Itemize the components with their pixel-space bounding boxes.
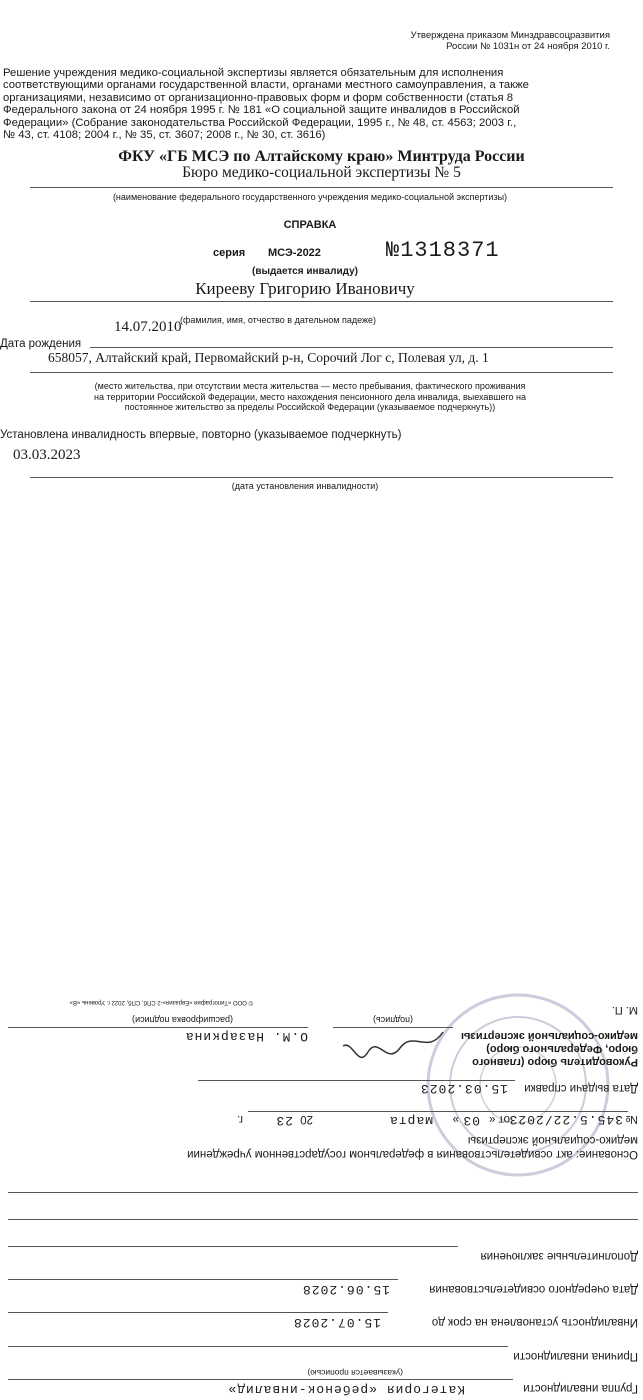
institution-caption: (наименование федерального государственного учреждения медико-социальной экспертизы)	[112, 192, 508, 202]
printer-note: © ООО «Типография «Евразия»-2 СПб, СПб, 2022 г. Уровень «В»	[69, 999, 253, 1005]
legal-line: соответствующими органами государственной власти, органами местного самоуправления, а также	[3, 79, 529, 92]
act-underline	[248, 1111, 628, 1112]
next-exam-value: 15.06.2028	[301, 1282, 390, 1297]
group-value: Категория «ребенок-инвалид»	[227, 1382, 465, 1397]
signature-caption: (подпись)	[372, 1015, 413, 1025]
act-number-label: №	[625, 1113, 638, 1125]
approval-note	[411, 30, 610, 52]
cause-label: Причина инвалидности	[513, 1350, 638, 1362]
next-exam-label: Дата очередного освидетельствования	[429, 1283, 638, 1295]
act-number-value: 345.5.22/2023	[508, 1112, 623, 1127]
act-from: от «	[488, 1113, 510, 1125]
head-label-2: бюро, Федерального бюро)	[486, 1043, 638, 1055]
institution-underline	[30, 187, 613, 188]
issued-to-caption: (выдается инвалиду)	[252, 266, 358, 277]
issue-date-value: 15.03.2023	[419, 1081, 508, 1096]
legal-paragraph	[3, 67, 613, 141]
address-caption-line: (место жительства, при отсутствии места жительства — место пребывания, фактического проживания	[94, 381, 526, 391]
basis-label-1: Основание: акт освидетельствования в федеральном государственном учреждении	[187, 1148, 638, 1160]
additional-underline	[8, 1246, 458, 1247]
decode-caption: (расшифровка подписи)	[132, 1015, 233, 1025]
address-caption	[0, 381, 620, 413]
cause-underline	[8, 1346, 508, 1347]
rotated-footer	[0, 940, 643, 1400]
certificate-number: №1318371	[386, 238, 500, 263]
birth-date: 14.07.2010	[114, 319, 182, 335]
address-caption-line: постоянное жительство за пределы Российской Федерации (указываемое подчеркнуть))	[124, 402, 496, 412]
approval-line-2: России № 1031н от 24 ноября 2010 г.	[446, 41, 610, 52]
series-value: МСЭ-2022	[268, 247, 321, 259]
group-underline	[8, 1379, 513, 1380]
disability-date-underline	[30, 477, 613, 478]
legal-line: № 43, ст. 4108; 2004 г., № 35, ст. 3607; 2008 г., № 30, ст. 3616)	[3, 129, 326, 142]
legal-line: Федерального закона от 24 ноября 1995 г. № 181 «О социальной защите инвалидов в Российской	[3, 104, 520, 117]
disability-date: 03.03.2023	[13, 447, 81, 463]
person-name: Кирееву Григорию Ивановичу	[195, 279, 415, 298]
address-underline	[30, 372, 613, 373]
legal-line: Решение учреждения медико-социальной экспертизы является обязательным для исполнения	[3, 67, 504, 79]
person-name-caption: (фамилия, имя, отчество в дательном падеже)	[180, 315, 377, 325]
disability-date-caption: (дата установления инвалидности)	[231, 481, 379, 491]
bureau-name: Бюро медико-социальной экспертизы № 5	[182, 164, 461, 181]
next-exam-underline	[8, 1279, 398, 1280]
person-name-underline	[30, 301, 613, 302]
term-value: 15.07.2028	[292, 1315, 381, 1330]
issue-date-underline	[198, 1080, 515, 1081]
additional-label: Дополнительные заключения	[480, 1250, 638, 1262]
term-label: Инвалидность установлена на срок до	[431, 1316, 638, 1328]
approval-line-1: Утверждена приказом Минздравсоцразвития	[410, 30, 610, 41]
head-label-3: медико-социальной экспертизы	[460, 1030, 638, 1042]
act-day: 03	[462, 1113, 480, 1128]
head-label-1: Руководитель бюро (главного	[472, 1056, 638, 1068]
handwritten-signature	[338, 1024, 448, 1060]
group-caption: (указывается прописью)	[307, 1368, 403, 1378]
group-label: Группа инвалидности	[523, 1382, 638, 1394]
act-day-close: »	[452, 1113, 459, 1125]
certificate-title: СПРАВКА	[283, 219, 337, 231]
signature-name: О.М. Назаркина	[184, 1029, 308, 1044]
basis-label-2: медико-социальной экспертизы	[467, 1134, 638, 1146]
legal-line: Федерации» (Собрание законодательства Российской Федерации, 1995 г., № 48, ст. 4563; 2003 г.,	[3, 116, 517, 129]
act-year-prefix: 20	[300, 1113, 313, 1125]
birth-underline	[90, 347, 613, 348]
mp-label: М. П.	[611, 1004, 638, 1016]
legal-line: организациями, независимо от организационно-правовых форм и форм собственности (статья 8	[3, 91, 514, 104]
blank-line-2	[8, 1192, 638, 1193]
act-month: марта	[388, 1113, 433, 1128]
issue-date-label: Дата выдачи справки	[524, 1082, 638, 1094]
series-label: серия	[213, 247, 246, 259]
address: 658057, Алтайский край, Первомайский р-н, Сорочий Лог с, Полевая ул, д. 1	[48, 350, 489, 365]
address-caption-line: на территории Российской Федерации, место нахождения пенсионного дела инвалида, выехавшего на	[93, 391, 527, 402]
disability-established: Установлена инвалидность впервые, повторно (указываемое подчеркнуть)	[0, 429, 402, 441]
birth-label: Дата рождения	[0, 338, 82, 350]
act-year-suffix: г.	[237, 1113, 243, 1125]
decode-underline	[8, 1027, 308, 1028]
blank-line-1	[8, 1219, 638, 1220]
term-underline	[8, 1312, 388, 1313]
act-year: 23	[275, 1113, 293, 1128]
institution-name: ФКУ «ГБ МСЭ по Алтайскому краю» Минтруда России	[118, 148, 525, 165]
